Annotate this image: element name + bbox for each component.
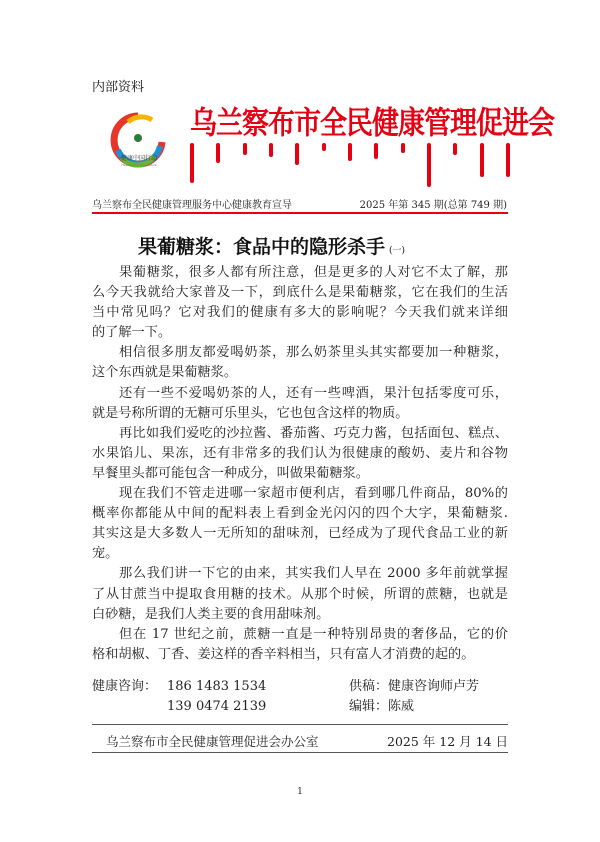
article-body xyxy=(92,263,508,665)
header-divider xyxy=(92,212,508,214)
paragraph-line: 这个东西就是果葡糖浆。 xyxy=(92,365,238,381)
publisher-line: 乌兰察布全民健康管理服务中心健康教育宣导 xyxy=(92,200,292,211)
footer-date: 2025 年 12 月 14 日 xyxy=(387,734,508,749)
contact-block xyxy=(92,677,508,717)
issue-subheader xyxy=(92,196,507,211)
paragraph-line: 白砂糖，是我们人类主要的食用甜味剂。 xyxy=(92,606,330,622)
article-title xyxy=(138,232,405,259)
footer-divider-top xyxy=(92,724,508,725)
issue-number: 2025 年第 345 期(总第 749 期) xyxy=(359,200,507,211)
paragraph-line: 但在 17 世纪之前，蔗糖一直是一种特别昂贵的奢侈品，它的价 xyxy=(119,626,508,642)
footer-office: 乌兰察布市全民健康管理促进会办公室 xyxy=(106,734,319,749)
mongolian-script-title xyxy=(190,143,510,188)
paragraph-line: 的了解一下。 xyxy=(92,325,172,341)
footer xyxy=(106,732,508,750)
contributor: 供稿：健康咨询师卢芳 xyxy=(349,679,480,694)
footer-divider-bottom xyxy=(92,752,508,753)
phone-1: 186 1483 1534 xyxy=(167,679,267,694)
paragraph-line: 概率你都能从中间的配料表上看到金光闪闪的四个大字，果葡糖浆. xyxy=(92,506,508,522)
paragraph-line: 那么我们讲一下它的由来，其实我们人早在 2000 多年前就掌握 xyxy=(119,566,508,582)
paragraph-line: 其实这是大多数人一无所知的甜味剂，已经成为了现代食品工业的新 xyxy=(92,526,508,542)
paragraph-line: 当中常见吗？它对我们的健康有多大的影响呢？今天我们就来详细 xyxy=(92,305,508,321)
paragraph-line: 水果馅儿、果冻，还有非常多的我们认为很健康的酸奶、麦片和谷物 xyxy=(92,445,508,461)
paragraph-line: 了从甘蔗当中提取食用糖的技术。从那个时候，所谓的蔗糖，也就是 xyxy=(92,586,508,602)
article-title-text: 果葡糖浆：食品中的隐形杀手 xyxy=(138,236,386,258)
paragraph-line: 宠。 xyxy=(92,546,119,562)
page-number: 1 xyxy=(297,787,303,797)
logo-text-en: Healthy China Initiative xyxy=(121,163,157,167)
paragraph-line: 格和胡椒、丁香、姜这样的香辛料相当，只有富人才消费的起的。 xyxy=(92,646,475,662)
paragraph-line: 现在我们不管走进哪一家超市便利店，看到哪几件商品，80%的 xyxy=(119,486,508,502)
internal-material-label: 内部资料 xyxy=(92,80,145,95)
editor: 编辑：陈威 xyxy=(349,699,415,714)
paragraph-line: 果葡糖浆，很多人都有所注意，但是更多的人对它不太了解，那 xyxy=(119,265,508,280)
phone-2: 139 0474 2139 xyxy=(167,699,267,714)
paragraph-line: 还有一些不爱喝奶茶的人，还有一些啤酒，果汁包括零度可乐， xyxy=(119,385,508,401)
contact-label: 健康咨询： xyxy=(92,679,158,694)
article-part: (一) xyxy=(389,246,406,256)
paragraph-line: 早餐里头都可能包含一种成分，叫做果葡糖浆。 xyxy=(92,465,369,481)
logo-text-cn: 健康中国行动 xyxy=(120,155,157,162)
paragraph-line: 再比如我们爱吃的沙拉酱、番茄酱、巧克力酱，包括面包、糕点、 xyxy=(119,425,508,441)
paragraph-line: 么今天我就给大家普及一下，到底什么是果葡糖浆，它在我们的生活 xyxy=(92,285,508,301)
org-title: 乌兰察布市全民健康管理促进会 xyxy=(190,106,554,142)
paragraph-line: 相信很多朋友都爱喝奶茶，那么奶茶里头其实都要加一种糖浆， xyxy=(119,345,508,361)
logo-text xyxy=(104,155,174,169)
paragraph-line: 就是号称所谓的无糖可乐里头，它也包含这样的物质。 xyxy=(92,405,409,421)
